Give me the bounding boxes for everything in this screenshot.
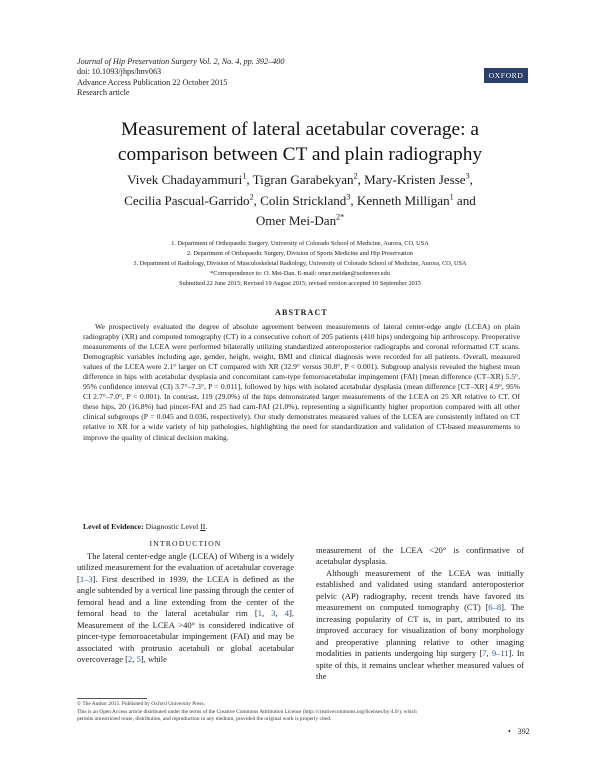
level-of-evidence: [83, 522, 207, 531]
abstract-heading: ABSTRACT: [275, 308, 328, 317]
intro-text: ]. In spite of this, it remains unclear whether measured values of the: [316, 648, 524, 681]
author-sep: ,: [350, 192, 357, 208]
article-title: [60, 118, 540, 167]
citation-link[interactable]: 2: [128, 654, 133, 665]
author-sep: ,: [253, 192, 261, 208]
author-line-3: [60, 211, 540, 232]
intro-text: ]. The increasing popularity of CT is, in part, attributed to its improved accuracy for visualization of bony morphology and preoperative planning relative to other imaging modalities in patients undergoing hip surgery [: [316, 602, 524, 659]
article-type: Research article: [77, 88, 130, 98]
abstract-text: We prospectively evaluated the degree of absolute agreement between measurements of lateral center-edge angle (LCEA) on plain radiography (XR) and computed tomography (CT) in a consecutive cohort of 205 patients (410 hips) undergoing hip arthroscopy. Preoperative measurements of the LCEA were performed bilaterally utilizing standardized anteroposterior radiographs and coronal reformatted CT scans. Demographic variables including age, gender, height, weight, BMI and clinical diagnosis were recorded for all patients. Overall, measured values of the LCEA were 2.1° larger on CT compared with XR (32.9° versus 30.8°, P < 0.001). Subgroup analysis revealed the highest mean difference in hips with acetabular dysplasia and concomitant cam-type femoroacetabular impingement (FAI) [mean difference (CT–XR) 5.5°, 95% confidence interval (CI) 3.7°–7.3°, P = 0.011], followed by hips with isolated acetabular dysplasia (mean difference [CT–XR] 4.9°, 95% CI 2.7°–7.0°, P < 0.001). In contrast, 119 (29.0%) of the hips demonstrated larger measurements of the LCEA on 25 XR relative to CT. Of these hips, 20 (16.8%) had pincer-FAI and 25 had cam-FAI (21.0%), representing a significantly higher proportion compared with all other clinical subgroups (P = 0.045 and 0.036, respectively). Our study demonstrates measured values of the LCEA are consistently inflated on CT relative to XR for a wide variety of hip pathologies, highlighting the need for standardization and validation of CT-based measurements to improve the quality of clinical decision making.: [83, 322, 520, 442]
citation-link[interactable]: 1–3: [79, 573, 93, 584]
affiliation-2: 2. Department of Orthopaedic Surgery, Division of Sports Medicine and Hip Preservation: [187, 250, 413, 258]
citation-link[interactable]: 6–8: [488, 602, 502, 613]
intro-paragraph-2: [316, 545, 524, 682]
author-affil-sup: 1: [242, 171, 247, 181]
level-label: Level of Evidence:: [83, 522, 144, 531]
affiliation-3: 3. Department of Radiology, Division of Musculoskeletal Radiology, University of Colorado School of Medicine, Aurora, CO, USA: [133, 260, 467, 268]
author-sep: ,: [357, 172, 365, 187]
author-sep: ,: [469, 172, 473, 187]
citation-link[interactable]: 9–11: [491, 648, 509, 659]
intro-paragraph-1: [77, 551, 294, 666]
author-affil-sup: 2: [249, 192, 254, 202]
abstract: [83, 308, 520, 443]
author-sep: and: [453, 192, 476, 208]
left-column: [77, 539, 294, 666]
submission-dates: Submitted 22 June 2015; Revised 19 August 2015; revised version accepted 10 September 2015: [179, 280, 421, 288]
author-name: Tigran Garabekyan: [252, 172, 354, 187]
license-line-2: permits unrestricted reuse, distribution, and reproduction in any medium, provided the original work is properly cited.: [77, 716, 332, 723]
license-footnote: [77, 701, 524, 724]
journal-info: [77, 57, 284, 99]
citation-link[interactable]: 3: [271, 608, 276, 619]
introduction-heading: INTRODUCTION: [149, 539, 222, 548]
citation-sep: ,: [275, 608, 285, 619]
affiliations: [60, 239, 540, 289]
author-list: [60, 170, 540, 232]
level-suffix: .: [205, 522, 208, 531]
intro-text: ]. Measurement of the LCEA >40° is considered indicative of pincer-type femoroacetabular impingement (FAI) and may be associated with protrusio acetabuli or global acetabular overcoverage [: [77, 608, 295, 665]
author-affil-sup: 1: [449, 192, 454, 202]
intro-text: ]. First described in 1939, the LCEA is defined as the angle subtended by a vertical line passing through the center of femoral head and a line extending from the center of the femoral head to the lateral acetabular rim [: [77, 573, 294, 619]
author-name: Cecilia Pascual-Garrido: [124, 192, 250, 208]
intro-text: ], while: [140, 654, 167, 665]
advance-access: Advance Access Publication 22 October 2015: [77, 77, 228, 87]
page-number-value: 392: [517, 727, 530, 736]
author-line-2: [60, 191, 540, 212]
doi[interactable]: doi: 10.1093/jhps/hnv063: [77, 67, 162, 77]
intro-text: Although measurement of the LCEA was initially established and validated using standard anteroposterior pelvic (AP) radiography, recent trends have favored its measurement on computed tomography (CT) [: [316, 567, 524, 613]
license-line: This is an Open Access article distributed under the terms of the Creative Commons Attribution License (http://creativecommons.org/licenses/by/4.0/), which: [77, 708, 417, 715]
intro-text: The lateral center-edge angle (LCEA) of Wiberg is a widely utilized measurement for the evaluation of acetabular coverage [: [77, 551, 294, 584]
correspondence: *Correspondence to: O. Mei-Dan. E-mail: omer.meidan@ucdenver.edu: [210, 270, 390, 278]
citation-link[interactable]: 4: [284, 608, 290, 619]
author-affil-sup: 2*: [336, 212, 345, 222]
level-link[interactable]: II: [200, 522, 206, 531]
affiliation-1: 1. Department of Orthopaedic Surgery, University of Colorado School of Medicine, Aurora, CO, USA: [171, 240, 429, 247]
title-line-2: comparison between CT and plain radiography: [117, 143, 483, 165]
author-affil-sup: 3: [465, 171, 470, 181]
intro-text: measurement of the LCEA <20° is confirmative of acetabular dysplasia.: [316, 545, 524, 567]
journal-citation: Journal of Hip Preservation Surgery Vol. 2, No. 4, pp. 392–400: [77, 57, 285, 66]
title-line-1: Measurement of lateral acetabular coverage: a: [121, 119, 479, 140]
author-name: Mary-Kristen Jesse: [364, 172, 466, 187]
author-name: Vivek Chadayammuri: [127, 172, 243, 187]
author-line-1: [60, 170, 540, 191]
author-affil-sup: 2: [353, 171, 358, 181]
page-marker: •: [508, 727, 511, 736]
citation-link[interactable]: 1: [257, 608, 262, 619]
author-affil-sup: 3: [346, 192, 351, 202]
author-name: Omer Mei-Dan: [255, 213, 337, 229]
citation-sep: ,: [486, 648, 492, 659]
citation-sep: ,: [132, 654, 137, 665]
oxford-logo: OXFORD: [484, 68, 528, 83]
author-sep: ,: [246, 172, 253, 187]
right-column: [316, 545, 524, 682]
copyright-line: © The Author 2015. Published by Oxford University Press.: [77, 701, 205, 707]
footnote-divider: [77, 698, 147, 699]
citation-link[interactable]: 7: [482, 648, 487, 659]
author-name: Colin Strickland: [260, 192, 347, 208]
author-name: Kenneth Milligan: [356, 192, 450, 208]
level-prefix: Diagnostic Level: [145, 522, 201, 531]
page-number: [508, 727, 530, 736]
citation-sep: ,: [261, 608, 272, 619]
citation-link[interactable]: 5: [136, 654, 141, 665]
